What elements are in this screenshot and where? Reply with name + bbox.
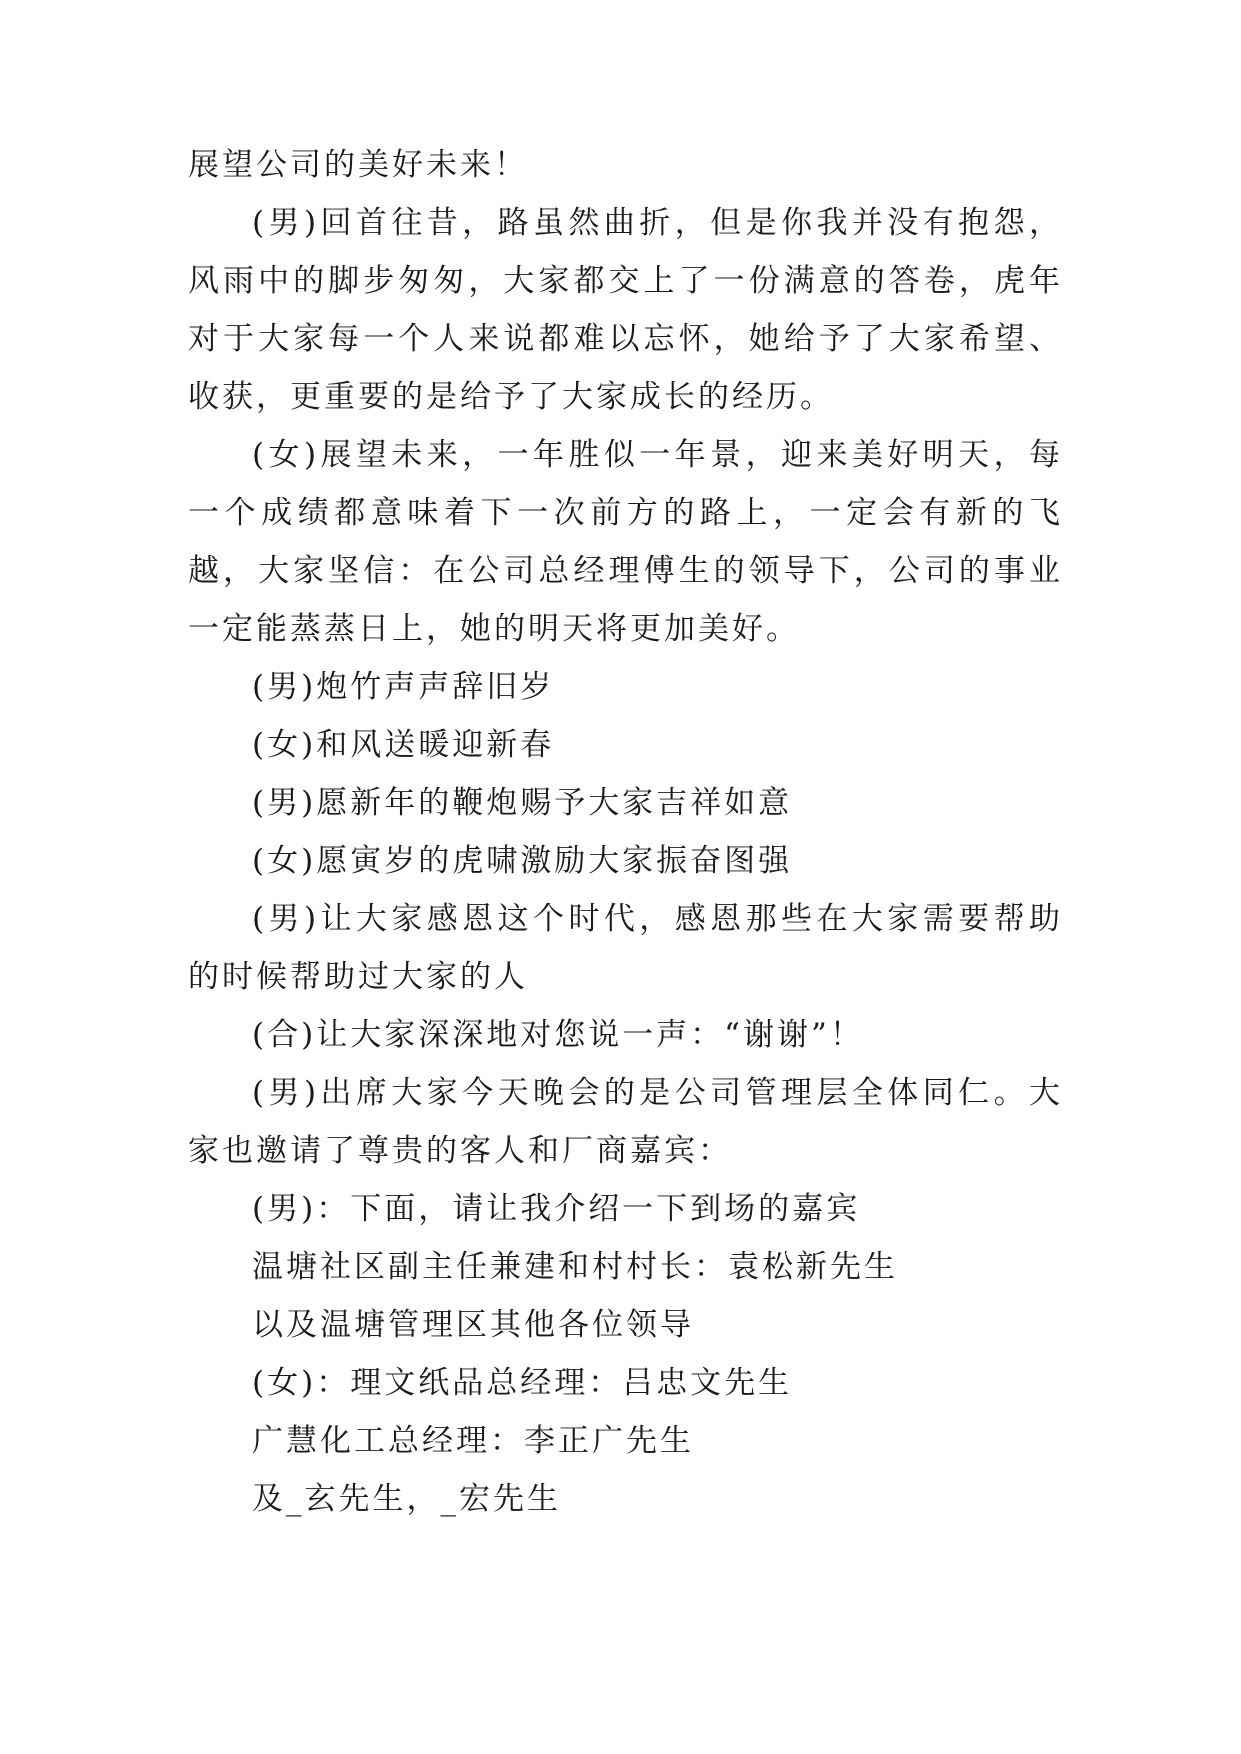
paragraph: 展望公司的美好未来！ [188,147,528,183]
paragraph: (男)回首往昔，路虽然曲折，但是你我并没有抱怨，风雨中的脚步匆匆，大家都交上了一份满意的答卷，虎年对于大家每一个人来说都难以忘怀，她给予了大家希望、收获，更重要的是给予了大家成长的经历。 [188,205,1063,415]
paragraph: 以及温塘管理区其他各位领导 [252,1307,694,1343]
paragraph: (男)炮竹声声辞旧岁 [252,669,555,705]
paragraph: (女)愿寅岁的虎啸激励大家振奋图强 [252,843,793,879]
paragraph: (女)展望未来，一年胜似一年景，迎来美好明天，每一个成绩都意味着下一次前方的路上，一定会有新的飞越，大家坚信：在公司总经理傅生的领导下，公司的事业一定能蒸蒸日上，她的明天将更加美好。 [188,437,1063,647]
paragraph: (女)和风送暖迎新春 [252,727,555,763]
paragraph: (男)让大家感恩这个时代，感恩那些在大家需要帮助的时候帮助过大家的人 [188,901,1063,995]
paragraph: 温塘社区副主任兼建和村村长：袁松新先生 [252,1249,898,1285]
paragraph: (男)愿新年的鞭炮赐予大家吉祥如意 [252,785,793,821]
paragraph: (男)出席大家今天晚会的是公司管理层全体同仁。大家也邀请了尊贵的客人和厂商嘉宾： [188,1075,1063,1169]
document-body [188,136,1063,1528]
paragraph: 及_玄先生，_宏先生 [252,1481,561,1517]
paragraph: (男)：下面，请让我介绍一下到场的嘉宾 [252,1191,861,1227]
paragraph: (女)：理文纸品总经理：吕忠文先生 [252,1365,793,1401]
paragraph: (合)让大家深深地对您说一声：“谢谢”！ [252,1017,864,1053]
paragraph: 广慧化工总经理：李正广先生 [252,1423,694,1459]
